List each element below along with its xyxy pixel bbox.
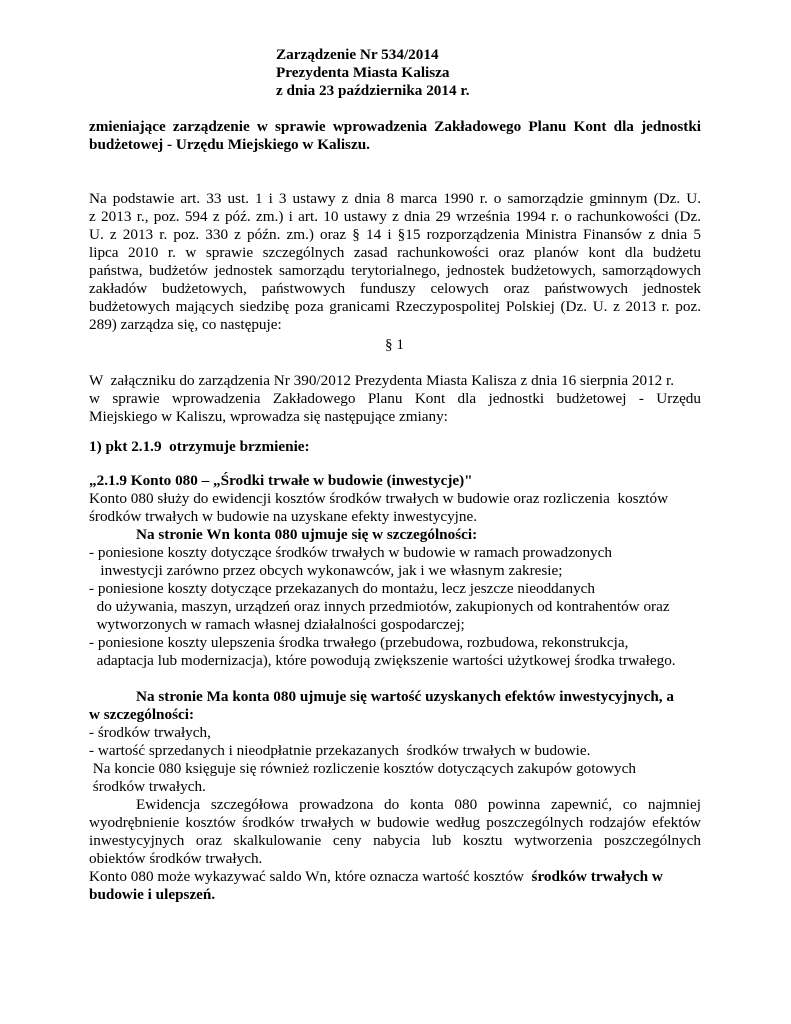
evidence-line: obiektów środków trwałych. — [89, 850, 263, 867]
point-heading: 1) pkt 2.1.9 otrzymuje brzmienie: — [89, 438, 310, 455]
document-subject — [89, 118, 701, 154]
list-item: - poniesione koszty dotyczące przekazanych do montażu, lecz jeszcze nieoddanych — [89, 580, 596, 597]
list-item: do używania, maszyn, urządzeń oraz innych przedmiotów, zakupionych od kontrahentów oraz — [89, 598, 670, 615]
title-line-2: Prezydenta Miasta Kalisza — [276, 64, 450, 81]
evidence-paragraph — [89, 796, 701, 868]
closing-paragraph — [89, 868, 701, 904]
title-line-3: z dnia 23 października 2014 r. — [276, 82, 470, 99]
list-item: Na koncie 080 księguje się również rozliczenie kosztów dotyczących zakupów gotowych — [89, 760, 636, 777]
wn-list — [89, 544, 701, 670]
account-heading: „2.1.9 Konto 080 – „Środki trwałe w budowie (inwestycje)" — [89, 472, 473, 489]
preamble-line: 289) zarządza się, co następuje: — [89, 316, 282, 333]
preamble-line: zakładów budżetowych, państwowych funduszy celowych oraz państwowych jednostek — [89, 280, 701, 297]
closing-line-1 — [89, 868, 701, 886]
intro-line: w sprawie wprowadzenia Zakładowego Planu Kont dla jednostki budżetowej - Urzędu — [89, 390, 701, 407]
account-desc-line: środków trwałych w budowie na uzyskane efekty inwestycyjne. — [89, 508, 478, 525]
intro-paragraph — [89, 372, 701, 426]
section-mark: § 1 — [385, 336, 404, 353]
ma-heading-line-1: Na stronie Ma konta 080 ujmuje się wartość uzyskanych efektów inwestycyjnych, a — [136, 688, 674, 705]
preamble-line: państwa, budżetów jednostek samorządu terytorialnego, jednostek budżetowych, samorządowych — [89, 262, 701, 279]
document-title-block — [276, 46, 470, 100]
list-item: adaptacja lub modernizacja), które powodują zwiększenie wartości użytkowej środka trwałego. — [89, 652, 676, 669]
list-item: inwestycji zarówno przez obcych wykonawców, jak i we własnym zakresie; — [89, 562, 563, 579]
preamble-line: Na podstawie art. 33 ust. 1 i 3 ustawy z dnia 8 marca 1990 r. o samorządzie gminnym (Dz. U. — [89, 190, 701, 207]
preamble-line: z 2013 r., poz. 594 z póź. zm.) i art. 10 ustawy z dnia 29 września 1994 r. o rachunkowości (Dz. — [89, 208, 701, 225]
preamble-line: budżetowych mających siedzibę poza granicami Rzeczypospolitej Polskiej (Dz. U. z 2013 r. poz. — [89, 298, 701, 315]
evidence-line: Ewidencja szczegółowa prowadzona do konta 080 powinna zapewnić, co najmniej — [136, 796, 701, 813]
list-item: - wartość sprzedanych i nieodpłatnie przekazanych środków trwałych w budowie. — [89, 742, 591, 759]
ma-list — [89, 724, 701, 796]
preamble — [89, 190, 701, 334]
list-item: środków trwałych. — [89, 778, 206, 795]
intro-line: Miejskiego w Kaliszu, wprowadza się następujące zmiany: — [89, 408, 448, 425]
list-item: - środków trwałych, — [89, 724, 211, 741]
preamble-line: U. z 2013 r. poz. 330 z późn. zm.) oraz § 14 i §15 rozporządzenia Ministra Finansów z dnia 5 — [89, 226, 701, 243]
list-item: - poniesione koszty dotyczące środków trwałych w budowie w ramach prowadzonych — [89, 544, 612, 561]
title-line-1: Zarządzenie Nr 534/2014 — [276, 46, 439, 63]
subject-line-2: budżetowej - Urzędu Miejskiego w Kaliszu. — [89, 136, 370, 153]
closing-bold-text: środków trwałych w — [531, 868, 663, 885]
evidence-line: inwestycyjnych oraz skalkulowanie ceny nabycia lub kosztu wytworzenia poszczególnych — [89, 832, 701, 849]
wn-heading: Na stronie Wn konta 080 ujmuje się w szczególności: — [136, 526, 478, 543]
preamble-line: lipca 2010 r. w sprawie szczególnych zasad rachunkowości oraz planów kont dla budżetu — [89, 244, 701, 261]
list-item: wytworzonych w ramach własnej działalności gospodarczej; — [89, 616, 465, 633]
subject-line-1: zmieniające zarządzenie w sprawie wprowadzenia Zakładowego Planu Kont dla jednostki — [89, 118, 701, 135]
intro-line: W załączniku do zarządzenia Nr 390/2012 Prezydenta Miasta Kalisza z dnia 16 sierpnia 2012 r. — [89, 372, 675, 389]
closing-line-2: budowie i ulepszeń. — [89, 886, 216, 903]
evidence-line: wyodrębnienie kosztów środków trwałych w budowie według poszczególnych rodzajów efektów — [89, 814, 701, 831]
ma-heading — [89, 688, 701, 724]
ma-heading-line-2: w szczególności: — [89, 706, 195, 723]
account-description — [89, 490, 701, 526]
account-desc-line: Konto 080 służy do ewidencji kosztów środków trwałych w budowie oraz rozliczenia kosztów — [89, 490, 669, 507]
list-item: - poniesione koszty ulepszenia środka trwałego (przebudowa, rozbudowa, rekonstrukcja, — [89, 634, 629, 651]
closing-text: Konto 080 może wykazywać saldo Wn, które oznacza wartość kosztów — [89, 868, 532, 885]
